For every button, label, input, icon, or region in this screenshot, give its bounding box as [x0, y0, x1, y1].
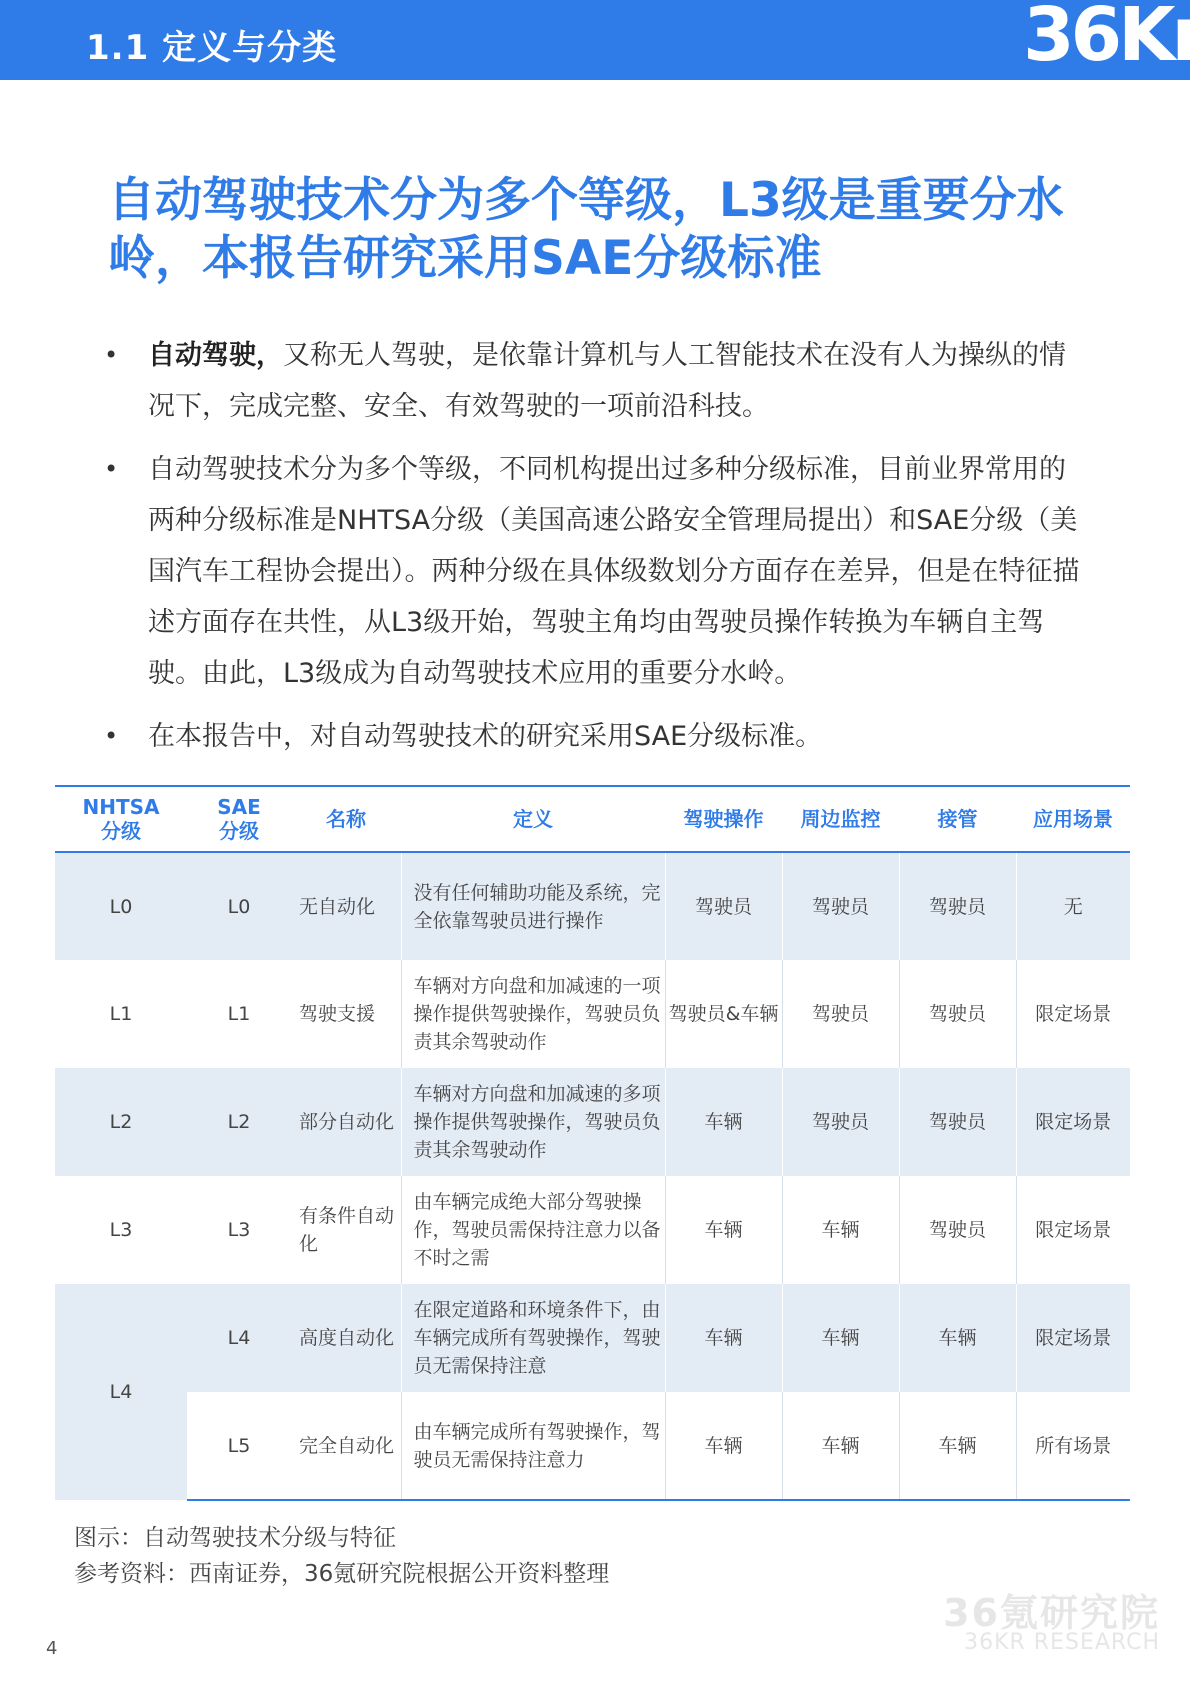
- cell-monitoring: 驾驶员: [782, 852, 899, 960]
- cell-name: 有条件自动化: [299, 1205, 395, 1255]
- cell-scenario: 限定场景: [1016, 960, 1130, 1068]
- cell-scenario: 限定场景: [1016, 1068, 1130, 1176]
- cell-operation: 车辆: [665, 1068, 782, 1176]
- logo-text: 36Kr: [1023, 0, 1204, 78]
- bullet-text: 自动驾驶技术分为多个等级，不同机构提出过多种分级标准，目前业界常用的两种分级标准是NHTSA分级（美国高速公路安全管理局提出）和SAE分级（美国汽车工程协会提出）。两种分级在具体级数划分方面存在差异，但是在特征描述方面存在共性，从L3级开始，驾驶主角均由驾驶员操作转换为车辆自主驾驶。由此，L3级成为自动驾驶技术应用的重要分水岭。: [148, 454, 1080, 689]
- cell-operation: 驾驶员&车辆: [668, 1003, 779, 1025]
- header-scenario: 应用场景: [1016, 786, 1130, 852]
- bullet-dot-icon: •: [104, 341, 119, 369]
- table-row: [55, 852, 1130, 960]
- cell-monitoring: 驾驶员: [782, 1068, 899, 1176]
- bullet-text: 在本报告中，对自动驾驶技术的研究采用SAE分级标准。: [148, 721, 823, 752]
- header-sae: SAE 分级: [187, 786, 291, 852]
- cell-definition: 没有任何辅助功能及系统，完全依靠驾驶员进行操作: [401, 852, 665, 960]
- cell-scenario: 限定场景: [1016, 1284, 1130, 1392]
- cell-nhtsa: L0: [55, 852, 187, 960]
- bullet-item: [100, 444, 1090, 699]
- cell-operation: 车辆: [665, 1392, 782, 1500]
- bullet-dot-icon: •: [104, 722, 119, 750]
- cell-takeover: 驾驶员: [899, 852, 1016, 960]
- cell-sae: L1: [227, 1003, 251, 1025]
- cell-scenario: 限定场景: [1016, 1176, 1130, 1284]
- cell-name: 无自动化: [291, 852, 401, 960]
- cell-operation: 驾驶员: [665, 852, 782, 960]
- cell-nhtsa: L1: [109, 1003, 133, 1025]
- header-bar: [0, 0, 1204, 80]
- watermark-cn: 36氪研究院: [943, 1591, 1160, 1635]
- bullet-list: [100, 330, 1090, 774]
- cell-takeover: 驾驶员: [899, 1068, 1016, 1176]
- cell-monitoring: 车辆: [782, 1284, 899, 1392]
- table-row: [55, 1176, 1130, 1284]
- cell-sae: L0: [187, 852, 291, 960]
- header-takeover: 接管: [899, 786, 1016, 852]
- cell-monitoring: 车辆: [782, 1176, 899, 1284]
- cell-definition: 由车辆完成所有驾驶操作，驾驶员无需保持注意力: [401, 1392, 665, 1500]
- caption-figure: 图示：自动驾驶技术分级与特征: [74, 1525, 396, 1551]
- header-monitoring: 周边监控: [782, 786, 899, 852]
- page-title: 自动驾驶技术分为多个等级，L3级是重要分水岭，本报告研究采用SAE分级标准: [108, 173, 1064, 286]
- cell-sae: L4: [187, 1284, 291, 1392]
- header-operation: 驾驶操作: [665, 786, 782, 852]
- table-row: [55, 960, 1130, 1068]
- cell-takeover: 车辆: [899, 1284, 1016, 1392]
- cell-nhtsa-merged: L4: [55, 1284, 187, 1500]
- cell-name: 完全自动化: [291, 1392, 401, 1500]
- header-nhtsa: NHTSA 分级: [55, 786, 187, 852]
- cell-definition: 由车辆完成绝大部分驾驶操作，驾驶员需保持注意力以备不时之需: [401, 1176, 665, 1284]
- brand-logo: [1023, 0, 1204, 80]
- cell-name: 高度自动化: [291, 1284, 401, 1392]
- cell-nhtsa: L3: [109, 1219, 133, 1241]
- levels-table: [55, 785, 1130, 1501]
- cell-scenario: 无: [1016, 852, 1130, 960]
- bullet-item: [100, 330, 1090, 432]
- bullet-dot-icon: •: [104, 455, 119, 483]
- cell-definition: 车辆对方向盘和加减速的多项操作提供驾驶操作，驾驶员负责其余驾驶动作: [401, 1068, 665, 1176]
- cell-sae: L2: [187, 1068, 291, 1176]
- bullet-item: [100, 711, 1090, 762]
- cell-monitoring: 驾驶员: [782, 960, 899, 1068]
- cell-definition: 车辆对方向盘和加减速的一项操作提供驾驶操作，驾驶员负责其余驾驶动作: [401, 960, 665, 1068]
- bullet-bold-term: 自动驾驶，: [148, 340, 283, 371]
- table-header-row: [55, 786, 1130, 852]
- cell-scenario: 所有场景: [1016, 1392, 1130, 1500]
- watermark-en: 36KR RESEARCH: [964, 1630, 1160, 1655]
- cell-takeover: 驾驶员: [899, 1176, 1016, 1284]
- bullet-text: 又称无人驾驶，是依靠计算机与人工智能技术在没有人为操纵的情况下，完成完整、安全、有效驾驶的一项前沿科技。: [148, 340, 1066, 422]
- caption-source: 参考资料：西南证券，36氪研究院根据公开资料整理: [74, 1561, 610, 1587]
- page-number: 4: [46, 1638, 58, 1659]
- cell-name: 驾驶支援: [299, 1003, 376, 1025]
- header-name: 名称: [291, 786, 401, 852]
- table-row: [55, 1392, 1130, 1500]
- table-row: [55, 1068, 1130, 1176]
- cell-sae: L5: [187, 1392, 291, 1500]
- header-definition: 定义: [401, 786, 665, 852]
- cell-nhtsa: L2: [55, 1068, 187, 1176]
- table-row: [55, 1284, 1130, 1392]
- cell-definition: 在限定道路和环境条件下，由车辆完成所有驾驶操作，驾驶员无需保持注意: [401, 1284, 665, 1392]
- cell-sae: L3: [227, 1219, 251, 1241]
- cell-monitoring: 车辆: [782, 1392, 899, 1500]
- figure-caption: [74, 1520, 609, 1592]
- cell-name: 部分自动化: [291, 1068, 401, 1176]
- cell-takeover: 车辆: [899, 1392, 1016, 1500]
- cell-operation: 车辆: [665, 1284, 782, 1392]
- cell-operation: 车辆: [704, 1219, 743, 1241]
- section-title: 1.1 定义与分类: [86, 28, 338, 68]
- cell-takeover: 驾驶员: [899, 960, 1016, 1068]
